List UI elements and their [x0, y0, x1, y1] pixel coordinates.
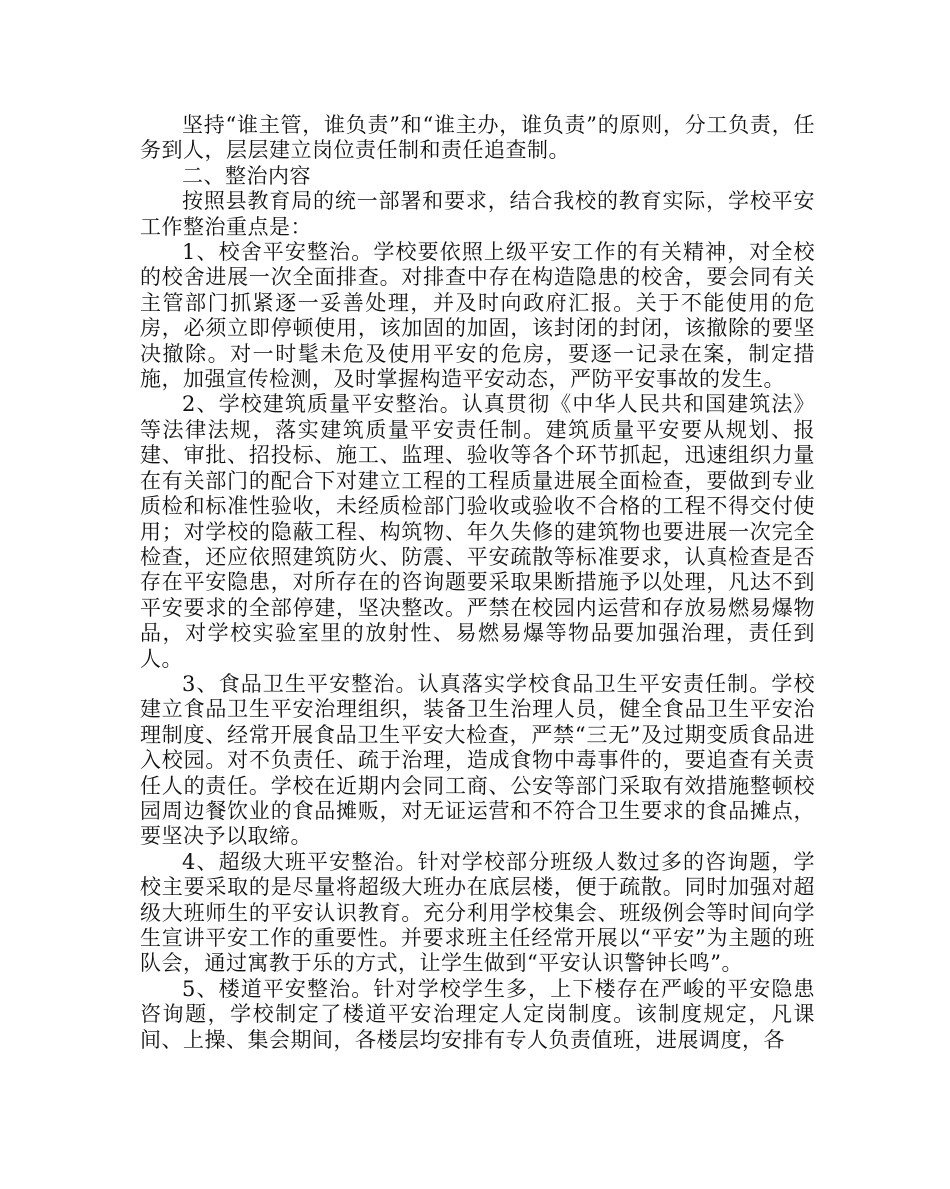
paragraph-stairway-safety: 5、楼道平安整治。针对学校学生多，上下楼存在严峻的平安隐患咨询题，学校制定了楼道平安治理定人定岗制度。该制度规定，凡课间、上操、集会期间，各楼层均安排有专人负责值班，进展调度，各	[140, 976, 815, 1052]
paragraph-remediation-intro: 按照县教育局的统一部署和要求，结合我校的教育实际，学校平安工作整治重点是：	[140, 189, 815, 239]
section-heading-remediation-content: 二、整治内容	[182, 163, 311, 188]
document-body	[140, 113, 815, 1053]
paragraph-construction-quality-safety: 2、学校建筑质量平安整治。认真贯彻《中华人民共和国建筑法》等法律法规，落实建筑质量平安责任制。建筑质量平安要从规划、报建、审批、招投标、施工、监理、验收等各个环节抓起，迅速组织力量在有关部门的配合下对建立工程的工程质量进展全面检查，要做到专业质检和标准性验收，未经质检部门验收或验收不合格的工程不得交付使用；对学校的隐蔽工程、构筑物、年久失修的建筑物也要进展一次完全检查，还应依照建筑防火、防震、平安疏散等标准要求，认真检查是否存在平安隐患，对所存在的咨询题要采取果断措施予以处理，凡达不到平安要求的全部停建，坚决整改。严禁在校园内运营和存放易燃易爆物品，对学校实验室里的放射性、易燃易爆等物品要加强治理，责任到人。	[140, 392, 815, 671]
paragraph-responsibility-principle: 坚持“谁主管，谁负责”和“谁主办，谁负责”的原则，分工负责，任务到人，层层建立岗位责任制和责任追查制。	[140, 113, 815, 163]
paragraph-food-hygiene-safety: 3、食品卫生平安整治。认真落实学校食品卫生平安责任制。学校建立食品卫生平安治理组织，装备卫生治理人员，健全食品卫生平安治理制度、经常开展食品卫生平安大检查，严禁“三无”及过期变质食品进入校园。对不负责任、疏于治理，造成食物中毒事件的，要追查有关责任人的责任。学校在近期内会同工商、公安等部门采取有效措施整顿校园周边餐饮业的食品摊贩，对无证运营和不符合卫生要求的食品摊点，要坚决予以取缔。	[140, 671, 815, 849]
paragraph-large-class-safety: 4、超级大班平安整治。针对学校部分班级人数过多的咨询题，学校主要采取的是尽量将超级大班办在底层楼，便于疏散。同时加强对超级大班师生的平安认识教育。充分利用学校集会、班级例会等时间向学生宣讲平安工作的重要性。并要求班主任经常开展以“平安”为主题的班队会，通过寓教于乐的方式，让学生做到“平安认识警钟长鸣”。	[140, 849, 815, 976]
paragraph-school-building-safety: 1、校舍平安整治。学校要依照上级平安工作的有关精神，对全校的校舍进展一次全面排查。对排查中存在构造隐患的校舍，要会同有关主管部门抓紧逐一妥善处理，并及时向政府汇报。关于不能使用的危房，必须立即停顿使用，该加固的加固，该封闭的封闭，该撤除的要坚决撤除。对一时髦未危及使用平安的危房，要逐一记录在案，制定措施，加强宣传检测，及时掌握构造平安动态，严防平安事故的发生。	[140, 240, 815, 392]
